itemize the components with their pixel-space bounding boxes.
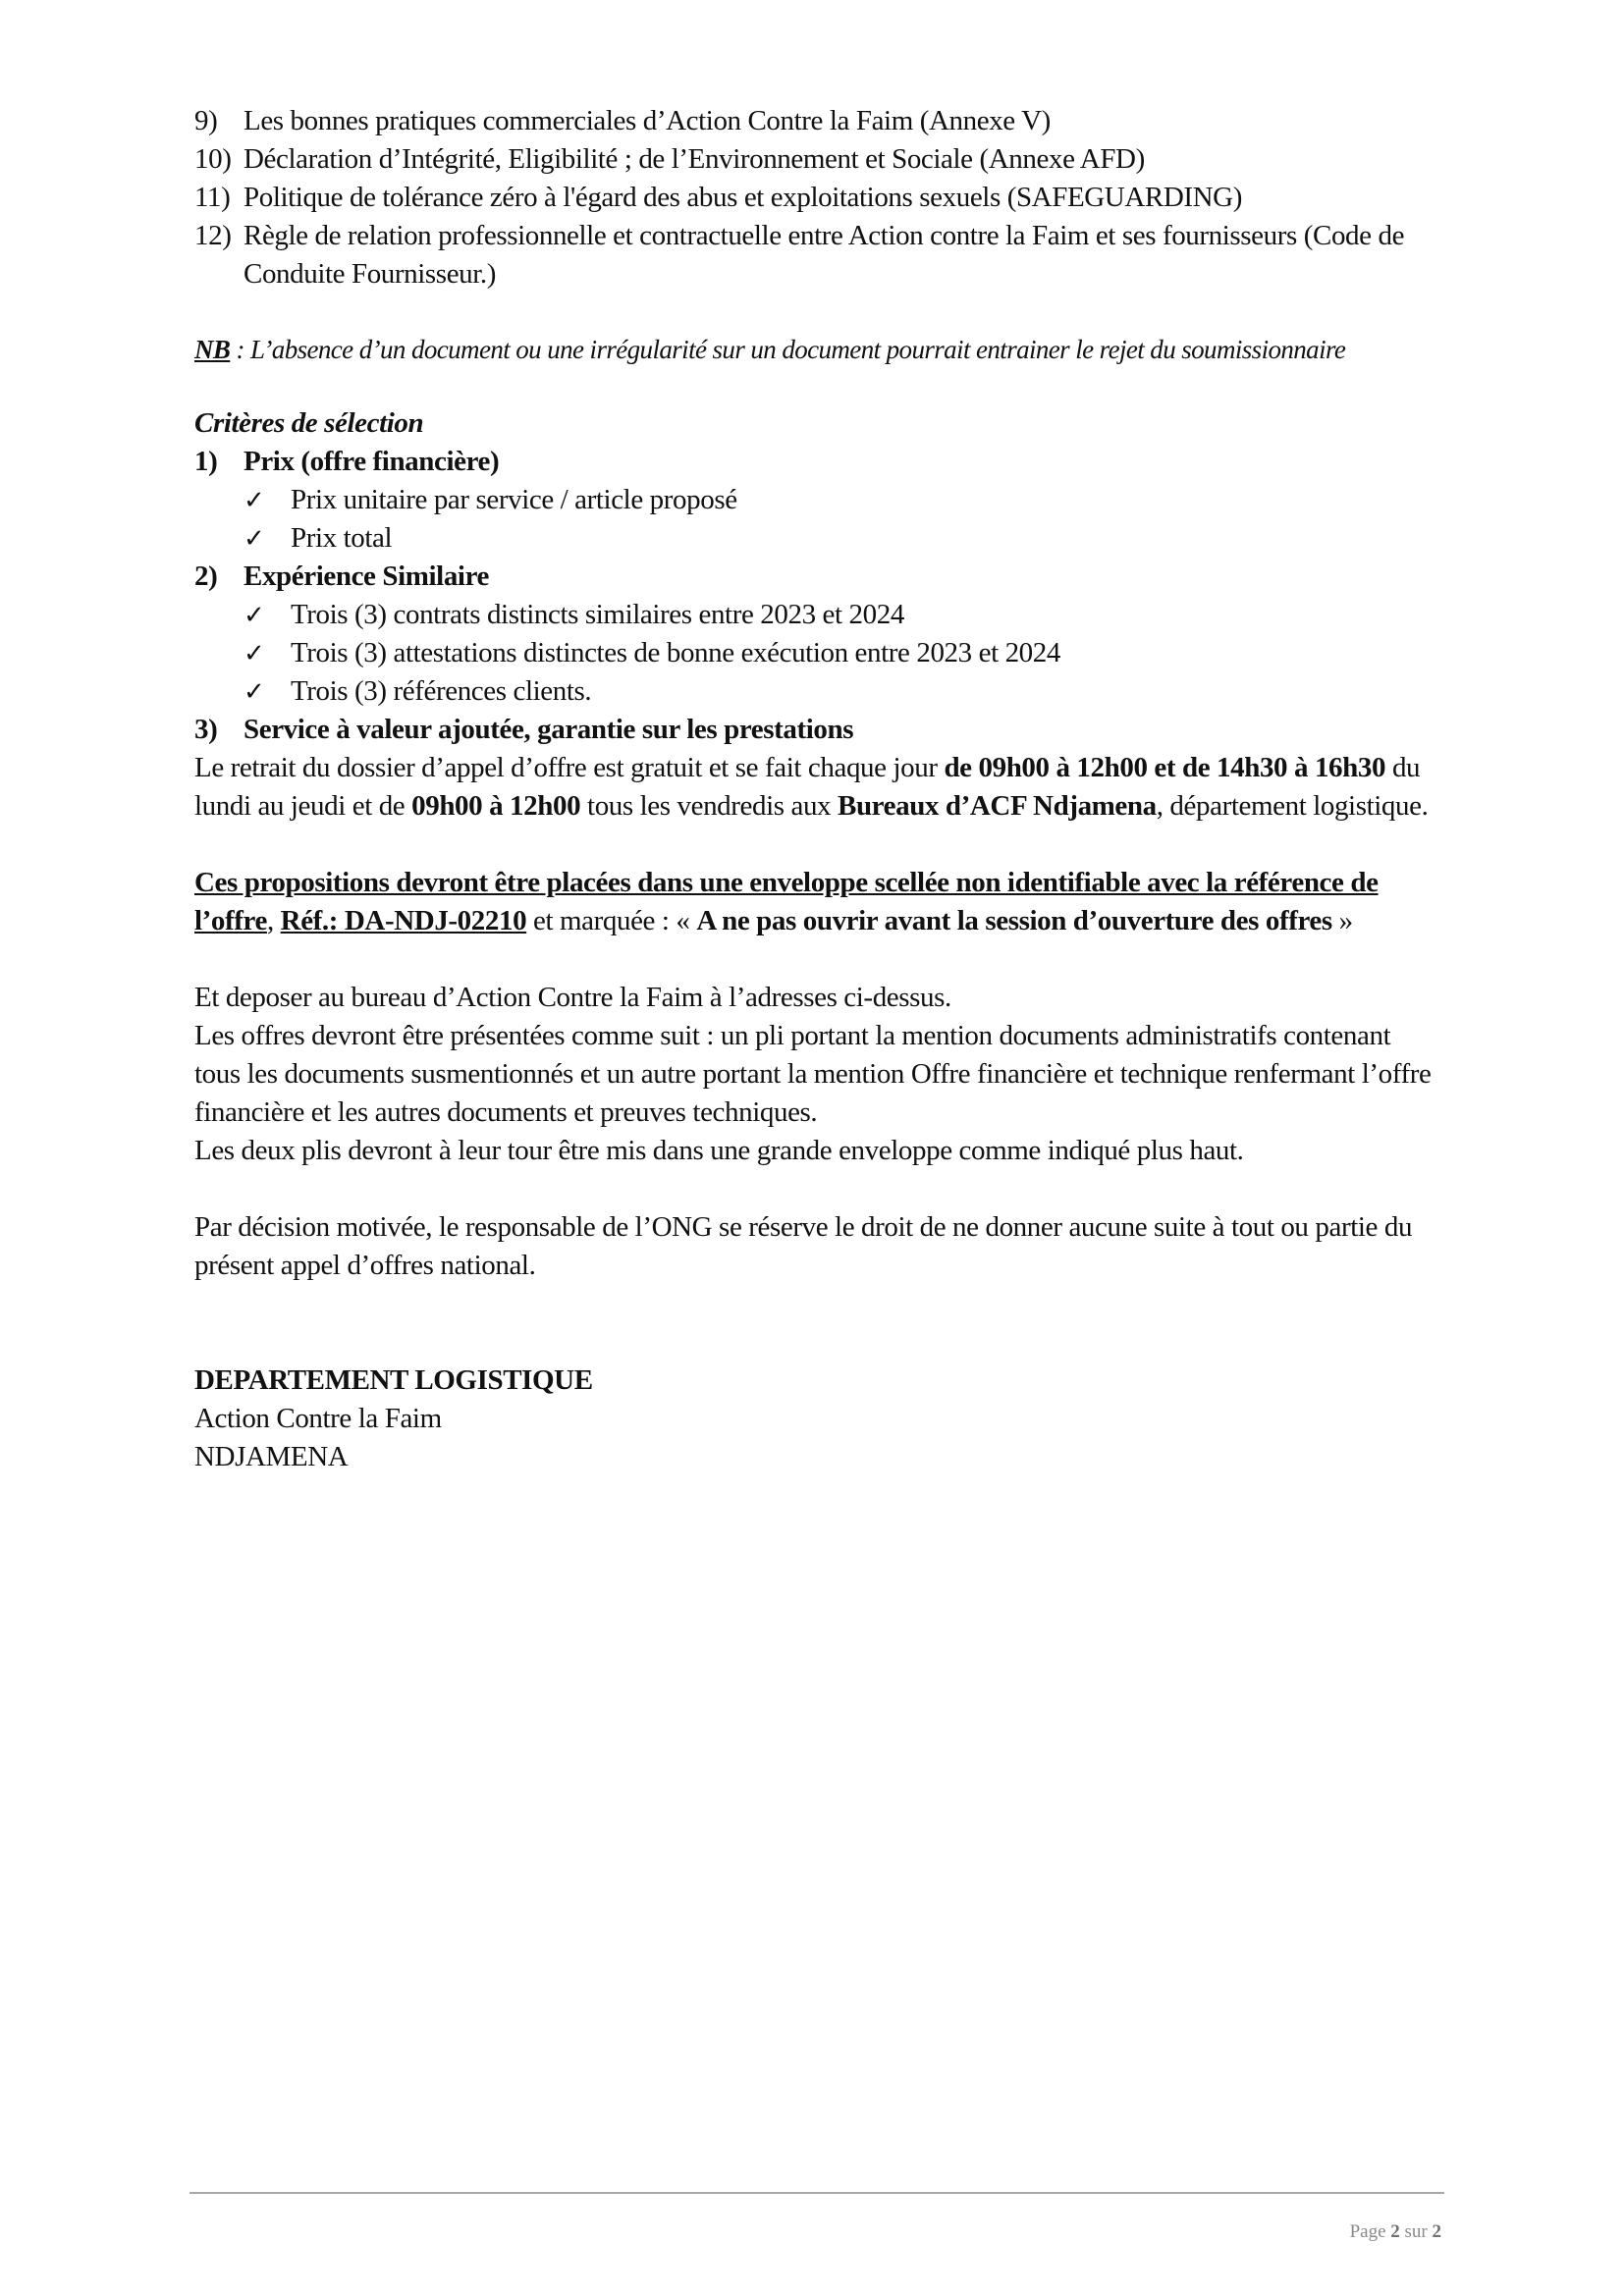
item-number: 9) [194,105,218,136]
check-text: Trois (3) contrats distincts similaires entre 2023 et 2024 [291,599,904,630]
check-item [244,672,1441,711]
item-number: 10) [194,143,232,175]
criterion-number: 2) [194,561,218,592]
item-text: Les bonnes pratiques commerciales d’Action Contre la Faim (Annexe V) [244,105,1051,136]
friday-hours: 09h00 à 12h00 [411,790,581,822]
list-item [194,140,1441,179]
envelope-instruction: Ces propositions devront être placées dans une enveloppe scellée non identifiable avec la référence de l’offre [194,867,1379,936]
check-item [244,634,1441,672]
text-run: sur [1399,2221,1433,2242]
current-page: 2 [1390,2221,1400,2242]
signature-department: DEPARTEMENT LOGISTIQUE [194,1364,593,1396]
list-item [194,217,1441,294]
check-text: Prix total [291,522,393,554]
criterion-service [194,711,1441,749]
footer-divider [189,2192,1444,2194]
item-number: 11) [194,182,231,213]
envelope-note: Les deux plis devront à leur tour être mis dans une grande enveloppe comme indiqué plus haut. [194,1135,1244,1166]
text-run: » [1331,905,1353,936]
list-item [194,102,1441,140]
signature-organization: Action Contre la Faim [194,1403,442,1434]
presentation-paragraph: Les offres devront être présentées comme suit : un pli portant la mention documents administratifs contenant tous les documents susmentionnés et un autre portant la mention Offre financière et technique renfermant l’offre financière et les autres documents et preuves techniques. [194,1020,1432,1128]
list-item [194,179,1441,217]
checkmark-icon: ✓ [244,639,265,667]
criterion-price [194,443,1441,558]
checkmark-icon: ✓ [244,677,265,706]
check-item [244,596,1441,634]
envelope-paragraph [194,864,1441,940]
deposit-line: Et deposer au bureau d’Action Contre la Faim à l’adresses ci-dessus. [194,982,951,1013]
criterion-number: 1) [194,446,218,477]
criterion-title: Prix (offre financière) [244,446,500,477]
check-text: Prix unitaire par service / article proposé [291,484,737,515]
text-run: du lundi au jeudi et de [194,752,1421,822]
envelope-marking: A ne pas ouvrir avant la session d’ouverture des offres [696,905,1332,936]
criterion-experience [194,558,1441,711]
withdrawal-hours: de 09h00 à 12h00 et de 14h30 à 16h30 [944,752,1386,783]
page-number [1350,2221,1441,2243]
nb-text: : L’absence d’un document ou une irrégularité sur un document pourrait entrainer le rejet du soumissionnaire [230,335,1346,364]
withdrawal-paragraph [194,749,1441,826]
item-text: Déclaration d’Intégrité, Eligibilité ; de l’Environnement et Sociale (Annexe AFD) [244,143,1145,175]
check-item [244,481,1441,519]
decision-paragraph: Par décision motivée, le responsable de l’ONG se réserve le droit de ne donner aucune suite à tout ou partie du présent appel d’offres national. [194,1211,1413,1281]
document-page [194,102,1441,1476]
office-location: Bureaux d’ACF Ndjamena [838,790,1157,822]
criterion-number: 3) [194,714,218,745]
check-item [244,519,1441,558]
signature-block [194,1362,1441,1476]
nb-note [194,331,1441,369]
text-run: Page [1349,2221,1391,2242]
check-text: Trois (3) attestations distinctes de bonne exécution entre 2023 et 2024 [291,637,1060,668]
item-text: Politique de tolérance zéro à l'égard des abus et exploitations sexuels (SAFEGUARDING) [244,182,1242,213]
text-run: Le retrait du dossier d’appel d’offre est gratuit et se fait chaque jour [194,752,945,783]
checkmark-icon: ✓ [244,486,265,514]
text-run: , département logistique. [1156,790,1429,822]
required-documents-list [194,102,1441,294]
offer-reference: Réf.: DA-NDJ-02210 [280,905,527,936]
item-text: Règle de relation professionnelle et contractuelle entre Action contre la Faim et ses fournisseurs (Code de Conduite Fournisseur.) [244,220,1405,290]
criterion-title: Service à valeur ajoutée, garantie sur les prestations [244,714,854,745]
total-pages: 2 [1432,2221,1441,2242]
criterion-title: Expérience Similaire [244,561,489,592]
checkmark-icon: ✓ [244,524,265,553]
text-run: , [266,905,281,936]
signature-city: NDJAMENA [194,1441,349,1472]
text-run: tous les vendredis aux [580,790,839,822]
item-number: 12) [194,220,232,251]
criteria-heading: Critères de sélection [194,407,424,439]
nb-label: NB [194,335,231,364]
text-run: et marquée : « [526,905,697,936]
checkmark-icon: ✓ [244,601,265,629]
check-text: Trois (3) références clients. [291,675,592,707]
